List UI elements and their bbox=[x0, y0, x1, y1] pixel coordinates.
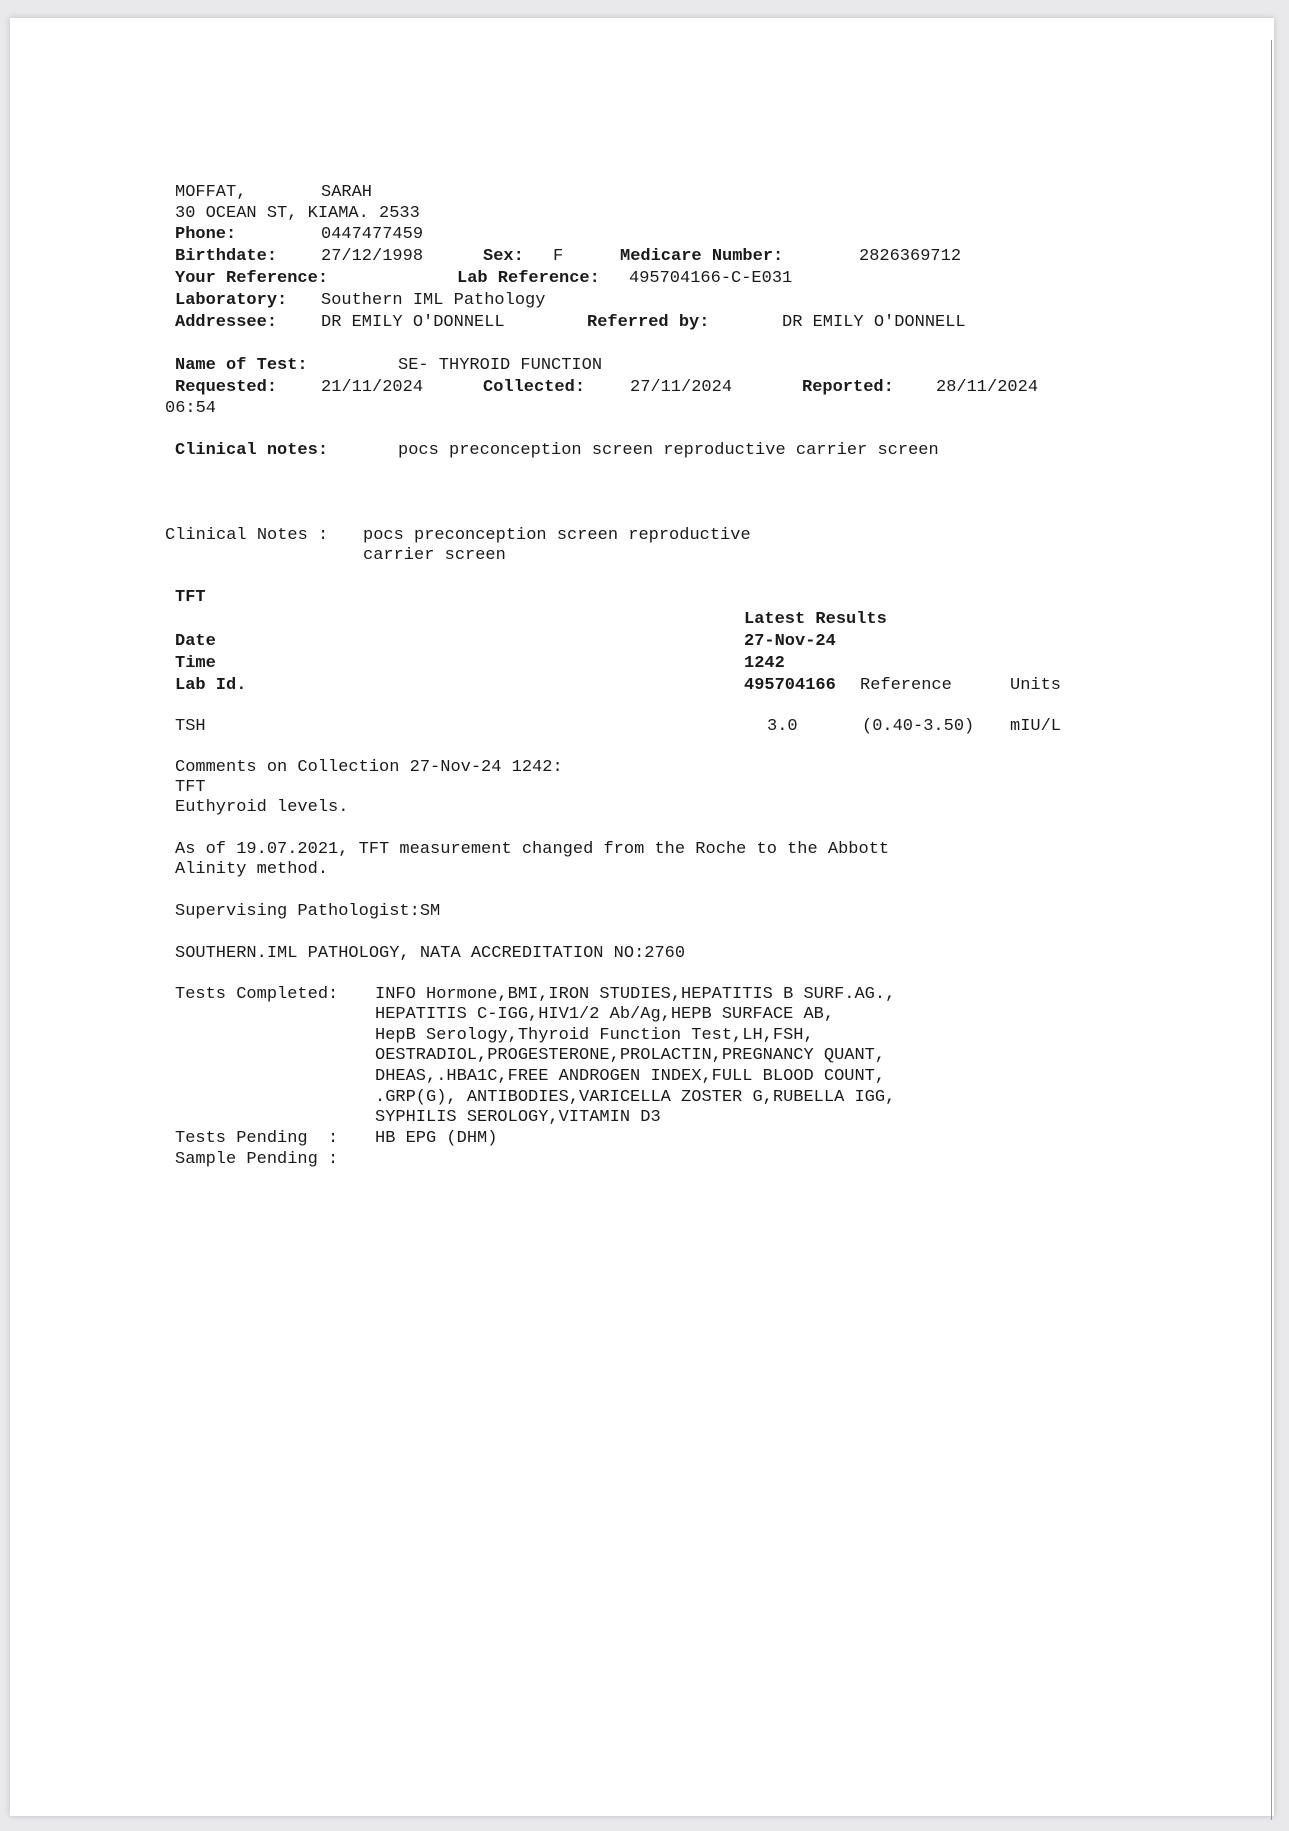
addressee-value: DR EMILY O'DONNELL bbox=[321, 313, 505, 332]
tests-completed-line: HepB Serology,Thyroid Function Test,LH,FSH, bbox=[375, 1026, 814, 1045]
collected-value: 27/11/2024 bbox=[630, 378, 733, 397]
collected-label: Collected: bbox=[483, 378, 586, 397]
method-note-line-1: As of 19.07.2021, TFT measurement changed from the Roche to the Abbott bbox=[175, 840, 890, 859]
laboratory-label: Laboratory: bbox=[175, 291, 288, 310]
results-section-title: TFT bbox=[175, 588, 206, 607]
sex-value: F bbox=[553, 247, 564, 266]
reported-time: 06:54 bbox=[165, 399, 217, 418]
date-value: 27-Nov-24 bbox=[744, 632, 836, 651]
time-label: Time bbox=[175, 654, 216, 673]
tests-pending-label: Tests Pending : bbox=[175, 1129, 339, 1148]
result-test-name: TSH bbox=[175, 717, 206, 736]
patient-given-name: SARAH bbox=[321, 183, 373, 202]
result-value: 3.0 bbox=[767, 717, 798, 736]
latest-results-header: Latest Results bbox=[744, 610, 887, 629]
referred-by-label: Referred by: bbox=[587, 313, 710, 332]
reported-label: Reported: bbox=[802, 378, 894, 397]
result-reference-range: (0.40-3.50) bbox=[862, 717, 975, 736]
result-units: mIU/L bbox=[1010, 717, 1062, 736]
laboratory-value: Southern IML Pathology bbox=[321, 291, 546, 310]
lab-reference-value: 495704166-C-E031 bbox=[629, 269, 793, 288]
referred-by-value: DR EMILY O'DONNELL bbox=[782, 313, 966, 332]
tests-completed-line: INFO Hormone,BMI,IRON STUDIES,HEPATITIS B SURF.AG., bbox=[375, 985, 896, 1004]
reported-value: 28/11/2024 bbox=[936, 378, 1039, 397]
addressee-label: Addressee: bbox=[175, 313, 278, 332]
reference-header: Reference bbox=[860, 676, 952, 695]
sample-pending-label: Sample Pending : bbox=[175, 1150, 339, 1169]
requested-value: 21/11/2024 bbox=[321, 378, 424, 397]
method-note-line-2: Alinity method. bbox=[175, 860, 329, 879]
comments-line-3: Euthyroid levels. bbox=[175, 798, 349, 817]
birthdate-value: 27/12/1998 bbox=[321, 247, 424, 266]
supervising-pathologist: Supervising Pathologist:SM bbox=[175, 902, 441, 921]
clinical-notes-value: pocs preconception screen reproductive carrier screen bbox=[398, 441, 939, 460]
lab-id-label: Lab Id. bbox=[175, 676, 247, 695]
units-header: Units bbox=[1010, 676, 1062, 695]
phone-label: Phone: bbox=[175, 225, 237, 244]
tests-completed-line: SYPHILIS SEROLOGY,VITAMIN D3 bbox=[375, 1108, 661, 1127]
requested-label: Requested: bbox=[175, 378, 278, 397]
sex-label: Sex: bbox=[483, 247, 524, 266]
date-label: Date bbox=[175, 632, 216, 651]
your-reference-label: Your Reference: bbox=[175, 269, 329, 288]
test-name-label: Name of Test: bbox=[175, 356, 308, 375]
phone-value: 0447477459 bbox=[321, 225, 424, 244]
birthdate-label: Birthdate: bbox=[175, 247, 278, 266]
page-edge-line bbox=[1271, 40, 1272, 1820]
medicare-label: Medicare Number: bbox=[620, 247, 784, 266]
notes-label: Clinical Notes : bbox=[165, 526, 329, 545]
comments-line-1: Comments on Collection 27-Nov-24 1242: bbox=[175, 758, 563, 777]
comments-line-2: TFT bbox=[175, 778, 206, 797]
accreditation: SOUTHERN.IML PATHOLOGY, NATA ACCREDITATION NO:2760 bbox=[175, 944, 686, 963]
time-value: 1242 bbox=[744, 654, 785, 673]
patient-surname: MOFFAT, bbox=[175, 183, 247, 202]
notes-line-2: carrier screen bbox=[363, 546, 506, 565]
tests-completed-line: HEPATITIS C-IGG,HIV1/2 Ab/Ag,HEPB SURFACE AB, bbox=[375, 1005, 835, 1024]
tests-pending-value: HB EPG (DHM) bbox=[375, 1129, 498, 1148]
test-name-value: SE- THYROID FUNCTION bbox=[398, 356, 603, 375]
tests-completed-label: Tests Completed: bbox=[175, 985, 339, 1004]
notes-line-1: pocs preconception screen reproductive bbox=[363, 526, 751, 545]
medicare-value: 2826369712 bbox=[859, 247, 962, 266]
patient-address: 30 OCEAN ST, KIAMA. 2533 bbox=[175, 204, 420, 223]
lab-id-value: 495704166 bbox=[744, 676, 836, 695]
clinical-notes-label: Clinical notes: bbox=[175, 441, 329, 460]
tests-completed-line: DHEAS,.HBA1C,FREE ANDROGEN INDEX,FULL BLOOD COUNT, bbox=[375, 1067, 886, 1086]
tests-completed-line: OESTRADIOL,PROGESTERONE,PROLACTIN,PREGNANCY QUANT, bbox=[375, 1046, 886, 1065]
lab-reference-label: Lab Reference: bbox=[457, 269, 600, 288]
tests-completed-line: .GRP(G), ANTIBODIES,VARICELLA ZOSTER G,RUBELLA IGG, bbox=[375, 1088, 896, 1107]
